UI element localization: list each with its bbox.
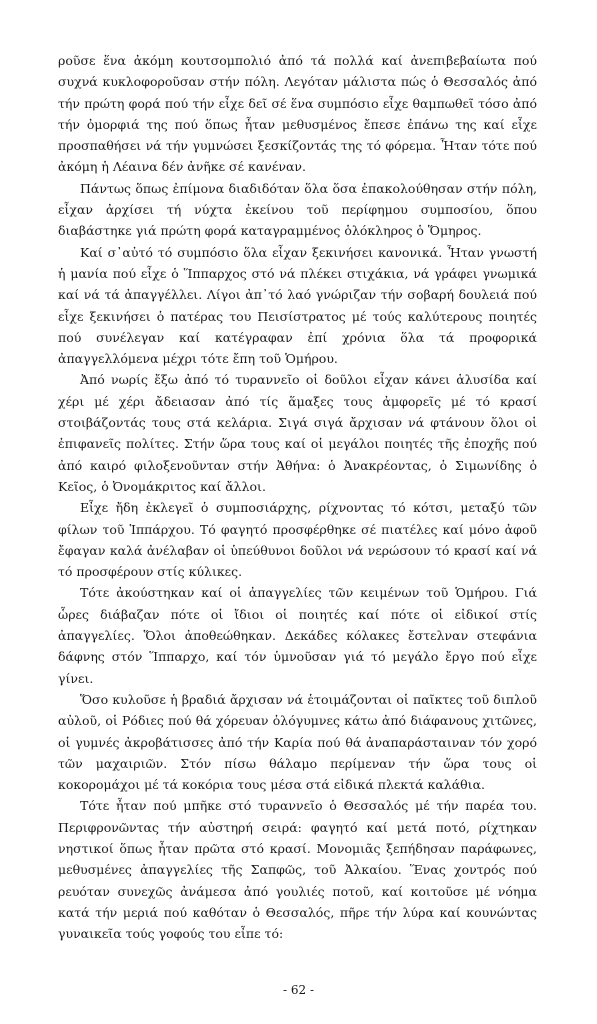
paragraph-1: ροῦσε ἕνα ἀκόμη κουτσομπολιό ἀπό τά πολλά καί ἀνεπιβεβαίωτα πού συχνά κυκλοφοροῦσαν στήν πόλη. Λεγόταν μάλιστα πώς ὁ Θεσσαλός ἀπό τήν πρώτη φορά πού τήν εἶχε δεῖ σέ ἕνα συμπόσιο εἶχε θαμπωθεῖ τόσο ἀπό τήν ὀμορφιά της πού ὅπως ἦταν μεθυσμένος ἔπεσε ἐπάνω της καί εἶχε προσπαθήσει νά τήν γυμνώσει ξεσκίζοντάς της τό φόρεμα. Ἦταν τότε πού ἀκόμη ἡ Λέαινα δέν ἀνῆκε σέ κανέναν. <box>58 53 537 175</box>
paragraph-8: Τότε ἦταν πού μπῆκε στό τυραννεῖο ὁ Θεσσαλός μέ τήν παρέα του. Περιφρονῶντας τήν αὐστηρή σειρά: φαγητό καί μετά ποτό, ρίχτηκαν νηστικοί ὅπως ἦταν πρῶτα στό κρασί. Μονομιᾶς ξεπήδησαν παράφωνες, μεθυσμένες ἀπαγγελίες τῆς Σαπφῶς, τοῦ Ἀλκαίου. Ἕνας χοντρός πού ρευόταν συνεχῶς ἀνάμεσα ἀπό γουλιές ποτοῦ, καί κοιτοῦσε μέ νόημα κατά τήν μεριά πού καθόταν ὁ Θεσσαλός, πῆρε τήν λύρα καί κουνώντας γυναικεῖα τούς γοφούς του εἶπε τό: <box>58 798 537 942</box>
paragraph-6: Τότε ἀκούστηκαν καί οἱ ἀπαγγελίες τῶν κειμένων τοῦ Ὁμήρου. Γιά ὧρες διάβαζαν πότε οἱ ἴδιοι οἱ ποιητές καί πότε οἱ εἰδικοί στίς ἀπαγγελίες. Ὅλοι ἀποθεώθηκαν. Δεκάδες κόλακες ἔστελναν στεφάνια δάφνης στόν Ἵππαρχο, καί τόν ὑμνοῦσαν γιά τό μεγάλο ἔργο πού εἶχε γίνει. <box>58 585 537 686</box>
page-number: - 62 - <box>282 983 314 997</box>
paragraph-3: Καί σ᾽αὐτό τό συμπόσιο ὅλα εἶχαν ξεκινήσει κανονικά. Ἦταν γνωστή ἡ μανία πού εἶχε ὁ Ἵππαρχος στό νά πλέκει στιχάκια, νά γράφει γνωμικά καί νά τά ἀπαγγέλλει. Λίγοι ἀπ᾽τό λαό γνώριζαν τήν σοβαρή δουλειά πού εἶχε ξεκινήσει ὁ πατέρας του Πεισίστρατος μέ τούς καλύτερους ποιητές πού συνέλεγαν καί κατέγραφαν ἐπί χρόνια ὅλα τά προφορικά ἀπαγγελλόμενα μέχρι τότε ἔπη τοῦ Ὁμήρου. <box>58 244 537 367</box>
paragraph-4: Ἀπό νωρίς ἔξω ἀπό τό τυραννεῖο οἱ δοῦλοι εἶχαν κάνει ἁλυσίδα καί χέρι μέ χέρι ἄδειασαν ἀπό τίς ἅμαξες τους ἀμφορεῖς μέ τό κρασί στοιβάζοντάς τους στά κελάρια. Σιγά σιγά ἄρχισαν νά φτάνουν ὅλοι οἱ ἐπιφανεῖς πολίτες. Στήν ὥρα τους καί οἱ μεγάλοι ποιητές τῆς ἐποχῆς πού ἀπό καιρό φιλοξενοῦνταν στήν Ἀθήνα: ὁ Ἀνακρέοντας, ὁ Σιμωνίδης ὁ Κεῖος, ὁ Ὀνομάκριτος καί ἄλλοι. <box>58 372 537 494</box>
page-body <box>58 50 537 980</box>
paragraph-7: Ὅσο κυλοῦσε ἡ βραδιά ἄρχισαν νά ἑτοιμάζονται οἱ παῖκτες τοῦ διπλοῦ αὐλοῦ, οἱ Ρόδιες πού θά χόρευαν ὁλόγυμνες κάτω ἀπό διάφανους χιτῶνες, οἱ γυμνές ἀκροβάτισσες ἀπό τήν Καρία πού θά ἀναπαράσταιναν τόν χορό τῶν μαχαιριῶν. Στόν πίσω θάλαμο περίμεναν τήν ὥρα τους οἱ κοκορομάχοι μέ τά κοκόρια τους μέσα στά εἰδικά πλεκτά καλάθια. <box>58 691 537 793</box>
paragraph-5: Εἶχε ἤδη ἐκλεγεῖ ὁ συμποσιάρχης, ρίχνοντας τό κότσι, μεταξύ τῶν φίλων τοῦ Ἱππάρχου. Τό φαγητό προσφέρθηκε σέ πιατέλες καί μόνο ἀφοῦ ἔφαγαν καλά ἀνέλαβαν οἱ ὑπεύθυνοι δοῦλοι νά νερώσουν τό κρασί καί νά τό προσφέρουν στίς κύλικες. <box>58 500 537 580</box>
paragraph-2: Πάντως ὅπως ἐπίμονα διαδιδόταν ὅλα ὅσα ἐπακολούθησαν στήν πόλη, εἶχαν ἀρχίσει τή νύχτα ἐκείνου τοῦ περίφημου συμποσίου, ὅπου διαβάστηκε γιά πρώτη φορά καταγραμμένος ὁλόκληρος ὁ Ὅμηρος. <box>58 180 537 239</box>
